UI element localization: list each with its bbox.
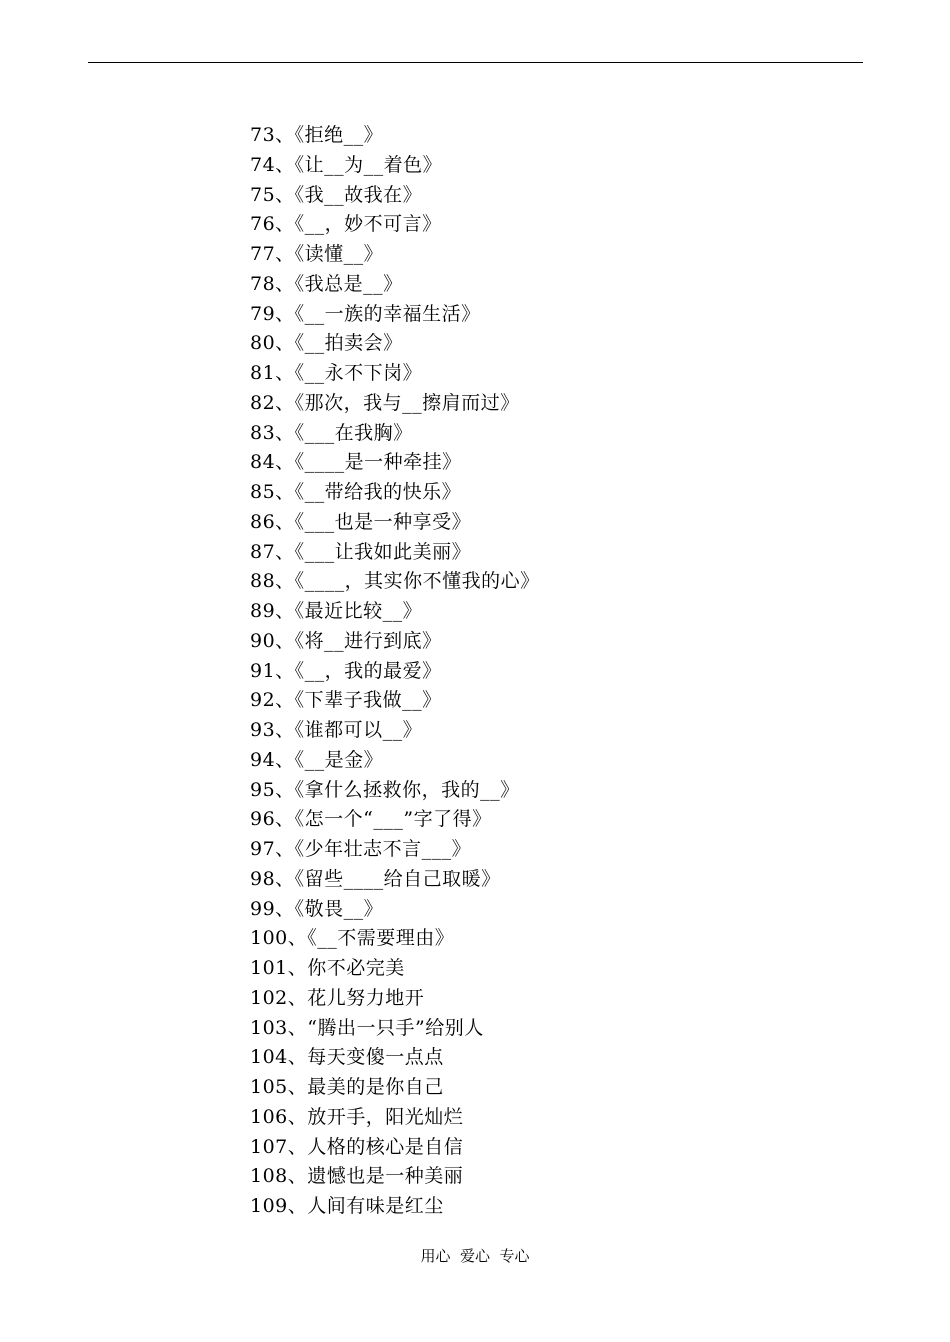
essay-title-item: 99、《敬畏__》 xyxy=(250,897,384,920)
essay-title-item: 89、《最近比较__》 xyxy=(250,600,423,622)
essay-title-item: 82、《那次，我与__擦肩而过》 xyxy=(250,391,520,414)
essay-title-item: 87、《___让我如此美丽》 xyxy=(250,540,472,563)
essay-title-item: 75、《我__故我在》 xyxy=(250,183,423,206)
essay-title-item: 105、最美的是你自己 xyxy=(250,1076,444,1098)
essay-title-item: 102、花儿努力地开 xyxy=(250,986,425,1009)
essay-title-item: 108、遗憾也是一种美丽 xyxy=(250,1165,464,1188)
essay-title-item: 88、《____，其实你不懂我的心》 xyxy=(250,570,540,593)
essay-title-item: 95、《拿什么拯救你，我的__》 xyxy=(250,778,520,801)
essay-title-item: 77、《读懂__》 xyxy=(250,243,384,265)
essay-title-item: 109、人间有味是红尘 xyxy=(250,1195,444,1217)
essay-title-item: 100、《__不需要理由》 xyxy=(250,927,455,950)
essay-title-item: 104、每天变傻一点点 xyxy=(250,1046,444,1069)
essay-title-item: 94、《__是金》 xyxy=(250,748,384,771)
essay-title-item: 79、《__一族的幸福生活》 xyxy=(250,302,481,325)
essay-title-list xyxy=(250,121,540,1222)
essay-title-item: 106、放开手，阳光灿烂 xyxy=(250,1105,464,1128)
essay-title-item: 91、《__，我的最爱》 xyxy=(250,659,442,682)
essay-title-item: 97、《少年壮志不言___》 xyxy=(250,838,472,860)
essay-title-item: 81、《__永不下岗》 xyxy=(250,362,423,384)
page-footer: 用心 爱心 专心 xyxy=(420,1247,530,1265)
essay-title-item: 103、“腾出一只手”给别人 xyxy=(250,1016,484,1039)
essay-title-item: 92、《下辈子我做__》 xyxy=(250,689,442,712)
essay-title-item: 84、《____是一种牵挂》 xyxy=(250,451,462,474)
essay-title-item: 80、《__拍卖会》 xyxy=(250,332,403,355)
essay-title-item: 83、《___在我胸》 xyxy=(250,421,413,444)
essay-title-item: 93、《谁都可以__》 xyxy=(250,719,423,741)
essay-title-item: 107、人格的核心是自信 xyxy=(250,1135,464,1158)
essay-title-item: 76、《__，妙不可言》 xyxy=(250,213,442,236)
essay-title-item: 90、《将__进行到底》 xyxy=(250,629,442,652)
essay-title-item: 96、《怎一个“___”字了得》 xyxy=(250,808,492,831)
essay-title-item: 98、《留些____给自己取暖》 xyxy=(250,867,501,890)
essay-title-item: 85、《__带给我的快乐》 xyxy=(250,481,462,503)
essay-title-item: 74、《让__为__着色》 xyxy=(250,153,443,176)
essay-title-item: 73、《拒绝__》 xyxy=(250,124,384,146)
essay-title-item: 86、《___也是一种享受》 xyxy=(250,510,472,533)
header-rule xyxy=(88,62,863,63)
essay-title-item: 101、你不必完美 xyxy=(250,957,405,979)
essay-title-item: 78、《我总是__》 xyxy=(250,272,403,295)
